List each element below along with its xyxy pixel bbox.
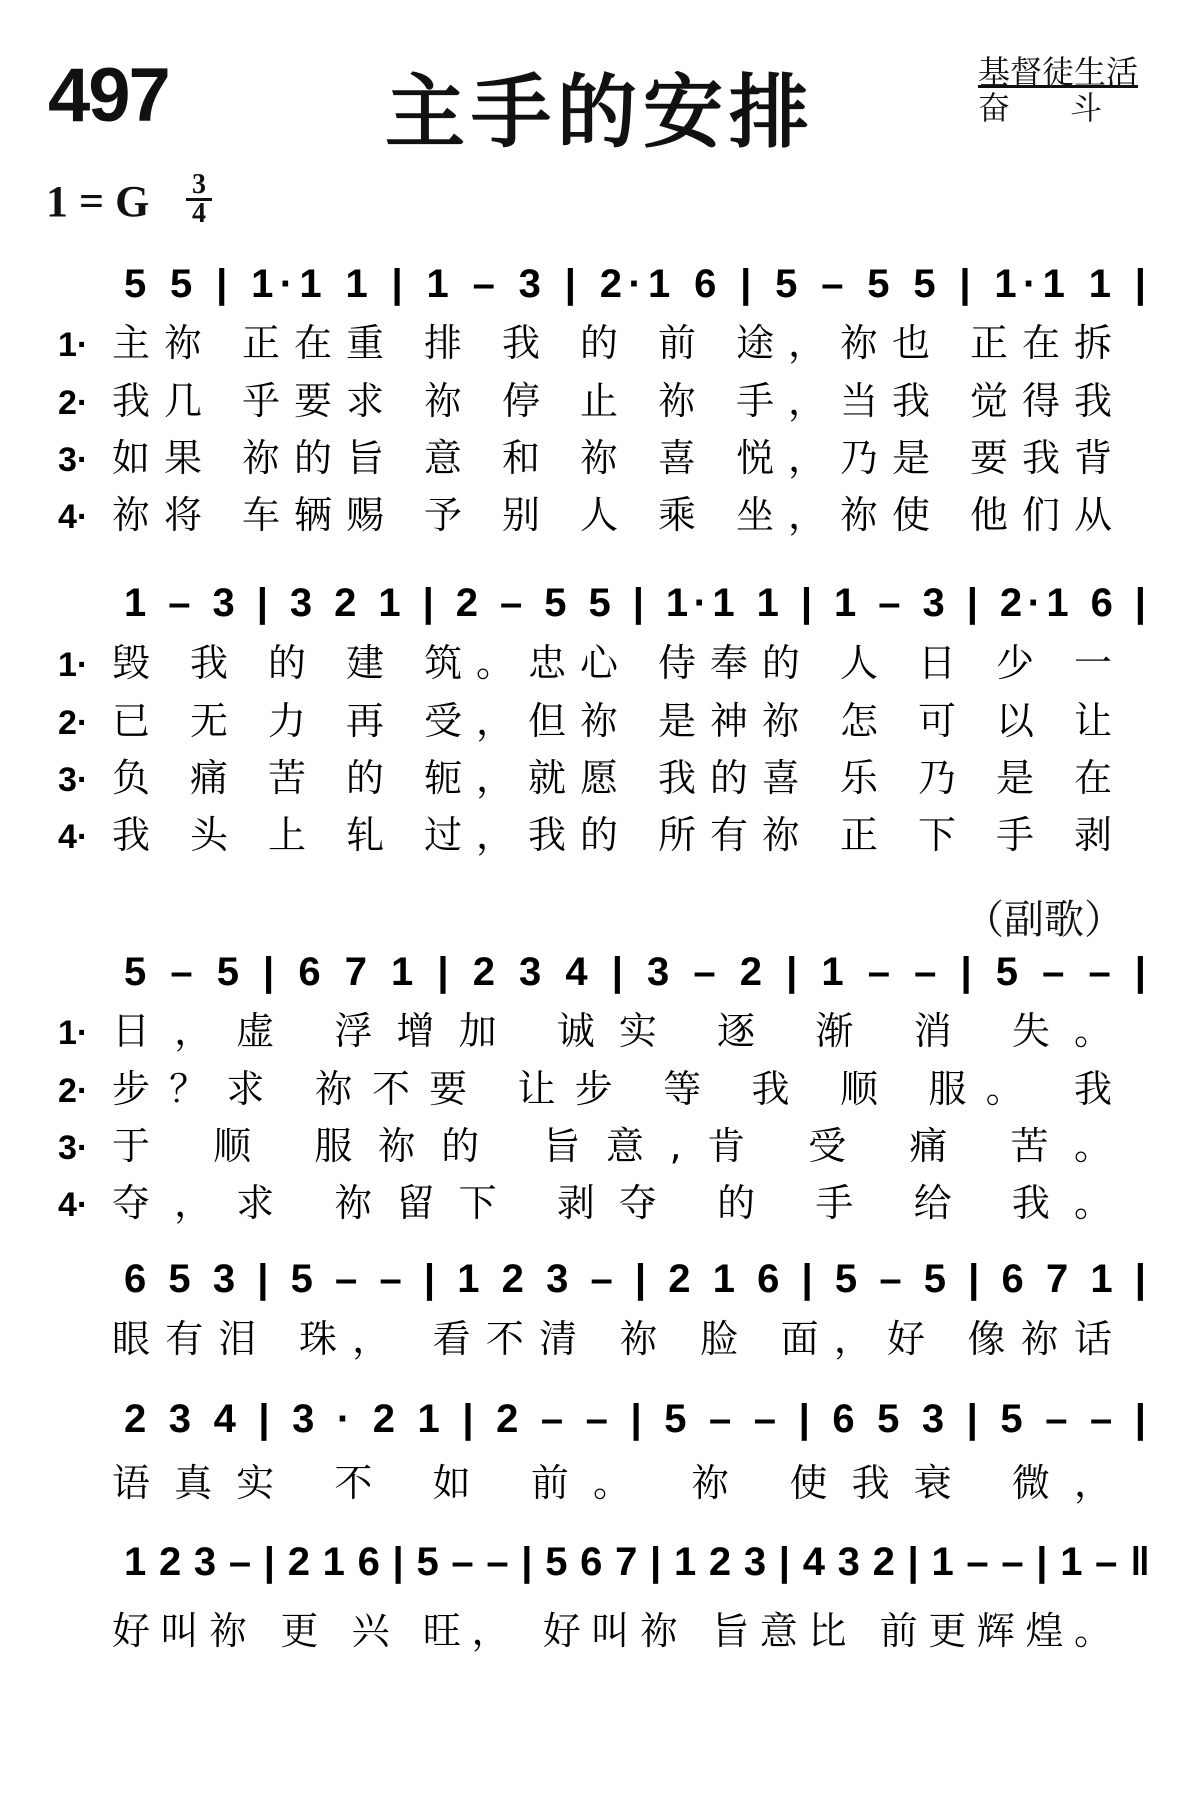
system-5	[112, 1397, 1146, 1505]
hymn-number: 497	[48, 53, 169, 138]
verse-number: 3·	[58, 441, 89, 479]
key-signature: 1 = G	[46, 177, 150, 226]
verse-number: 2·	[58, 1072, 89, 1110]
lyric-line: 于 顺 服祢的 旨意,肯 受 痛 苦。	[112, 1124, 1112, 1168]
lyric-line: 祢将 车辆赐 予 别 人 乘 坐，祢使 他们从	[112, 493, 1112, 537]
lyric-line: 步？求 祢不要 让步 等 我 顺 服。 我	[112, 1067, 1112, 1111]
lyric-line: 好叫祢 更 兴 旺， 好叫祢 旨意比 前更辉煌。	[112, 1609, 1112, 1653]
lyric-line: 语真实 不 如 前。 祢 使我衰 微，	[112, 1461, 1112, 1505]
system-2	[58, 581, 1146, 857]
system-6	[112, 1540, 1150, 1653]
chorus-label: （副歌）	[964, 897, 1124, 943]
lyric-line: 我几 乎要求 祢 停 止 祢 手，当我 觉得我	[112, 379, 1112, 423]
system-3	[58, 950, 1146, 1225]
verse-number: 2·	[58, 384, 89, 422]
lyric-line: 负 痛 苦 的 轭，就愿 我的喜 乐 乃 是 在	[112, 756, 1112, 800]
verse-number: 1·	[58, 326, 89, 364]
meter-denominator: 4	[192, 198, 206, 229]
system-1	[58, 262, 1146, 537]
lyric-line: 日，虚 浮增加 诚实 逐 渐 消 失。	[112, 1009, 1112, 1053]
category-line-1: 基督徒生活	[978, 53, 1139, 91]
lyric-line: 如果 祢的旨 意 和 祢 喜 悦，乃是 要我背	[112, 436, 1112, 480]
notation-line: 5 5 | 1·1 1 | 1 – 3 | 2·1 6 | 5 – 5 5 | 1·1 1 |	[124, 262, 1147, 306]
notation-line: 2 3 4 | 3 · 2 1 | 2 – – | 5 – – | 6 5 3 | 5 – – |	[124, 1397, 1146, 1441]
system-4	[112, 1257, 1146, 1361]
meter-numerator: 3	[186, 172, 212, 201]
verse-number: 4·	[58, 498, 89, 536]
lyric-line: 夺，求 祢留下 剥夺 的 手 给 我。	[112, 1181, 1112, 1225]
verse-number: 1·	[58, 1014, 89, 1052]
verse-number: 3·	[58, 761, 89, 799]
verse-number: 4·	[58, 818, 89, 856]
verse-number: 2·	[58, 704, 89, 742]
lyric-line: 主祢 正在重 排 我 的 前 途，祢也 正在拆	[112, 321, 1112, 365]
category-line-2: 奋斗	[978, 89, 1163, 127]
lyric-line: 已 无 力 再 受，但祢 是神祢 怎 可 以 让	[112, 699, 1112, 743]
lyric-line: 我 头 上 轧 过，我的 所有祢 正 下 手 剥	[112, 813, 1112, 857]
verse-number: 1·	[58, 646, 89, 684]
notation-line: 1 2 3 – | 2 1 6 | 5 – – | 5 6 7 | 1 2 3 | 4 3 2 | 1 – – | 1 – ‖	[124, 1540, 1150, 1584]
notation-line: 6 5 3 | 5 – – | 1 2 3 – | 2 1 6 | 5 – 5 | 6 7 1 |	[124, 1257, 1146, 1301]
notation-line: 5 – 5 | 6 7 1 | 2 3 4 | 3 – 2 | 1 – – | 5 – – |	[124, 950, 1146, 994]
hymn-title: 主手的安排	[385, 66, 815, 159]
verse-number: 4·	[58, 1186, 89, 1224]
lyric-line: 毁 我 的 建 筑。忠心 侍奉的 人 日 少 一	[112, 641, 1112, 685]
verse-number: 3·	[58, 1129, 89, 1167]
notation-line: 1 – 3 | 3 2 1 | 2 – 5 5 | 1·1 1 | 1 – 3 | 2·1 6 |	[124, 581, 1146, 625]
lyric-line: 眼有泪 珠， 看不清 祢 脸 面，好 像祢话	[112, 1317, 1112, 1361]
